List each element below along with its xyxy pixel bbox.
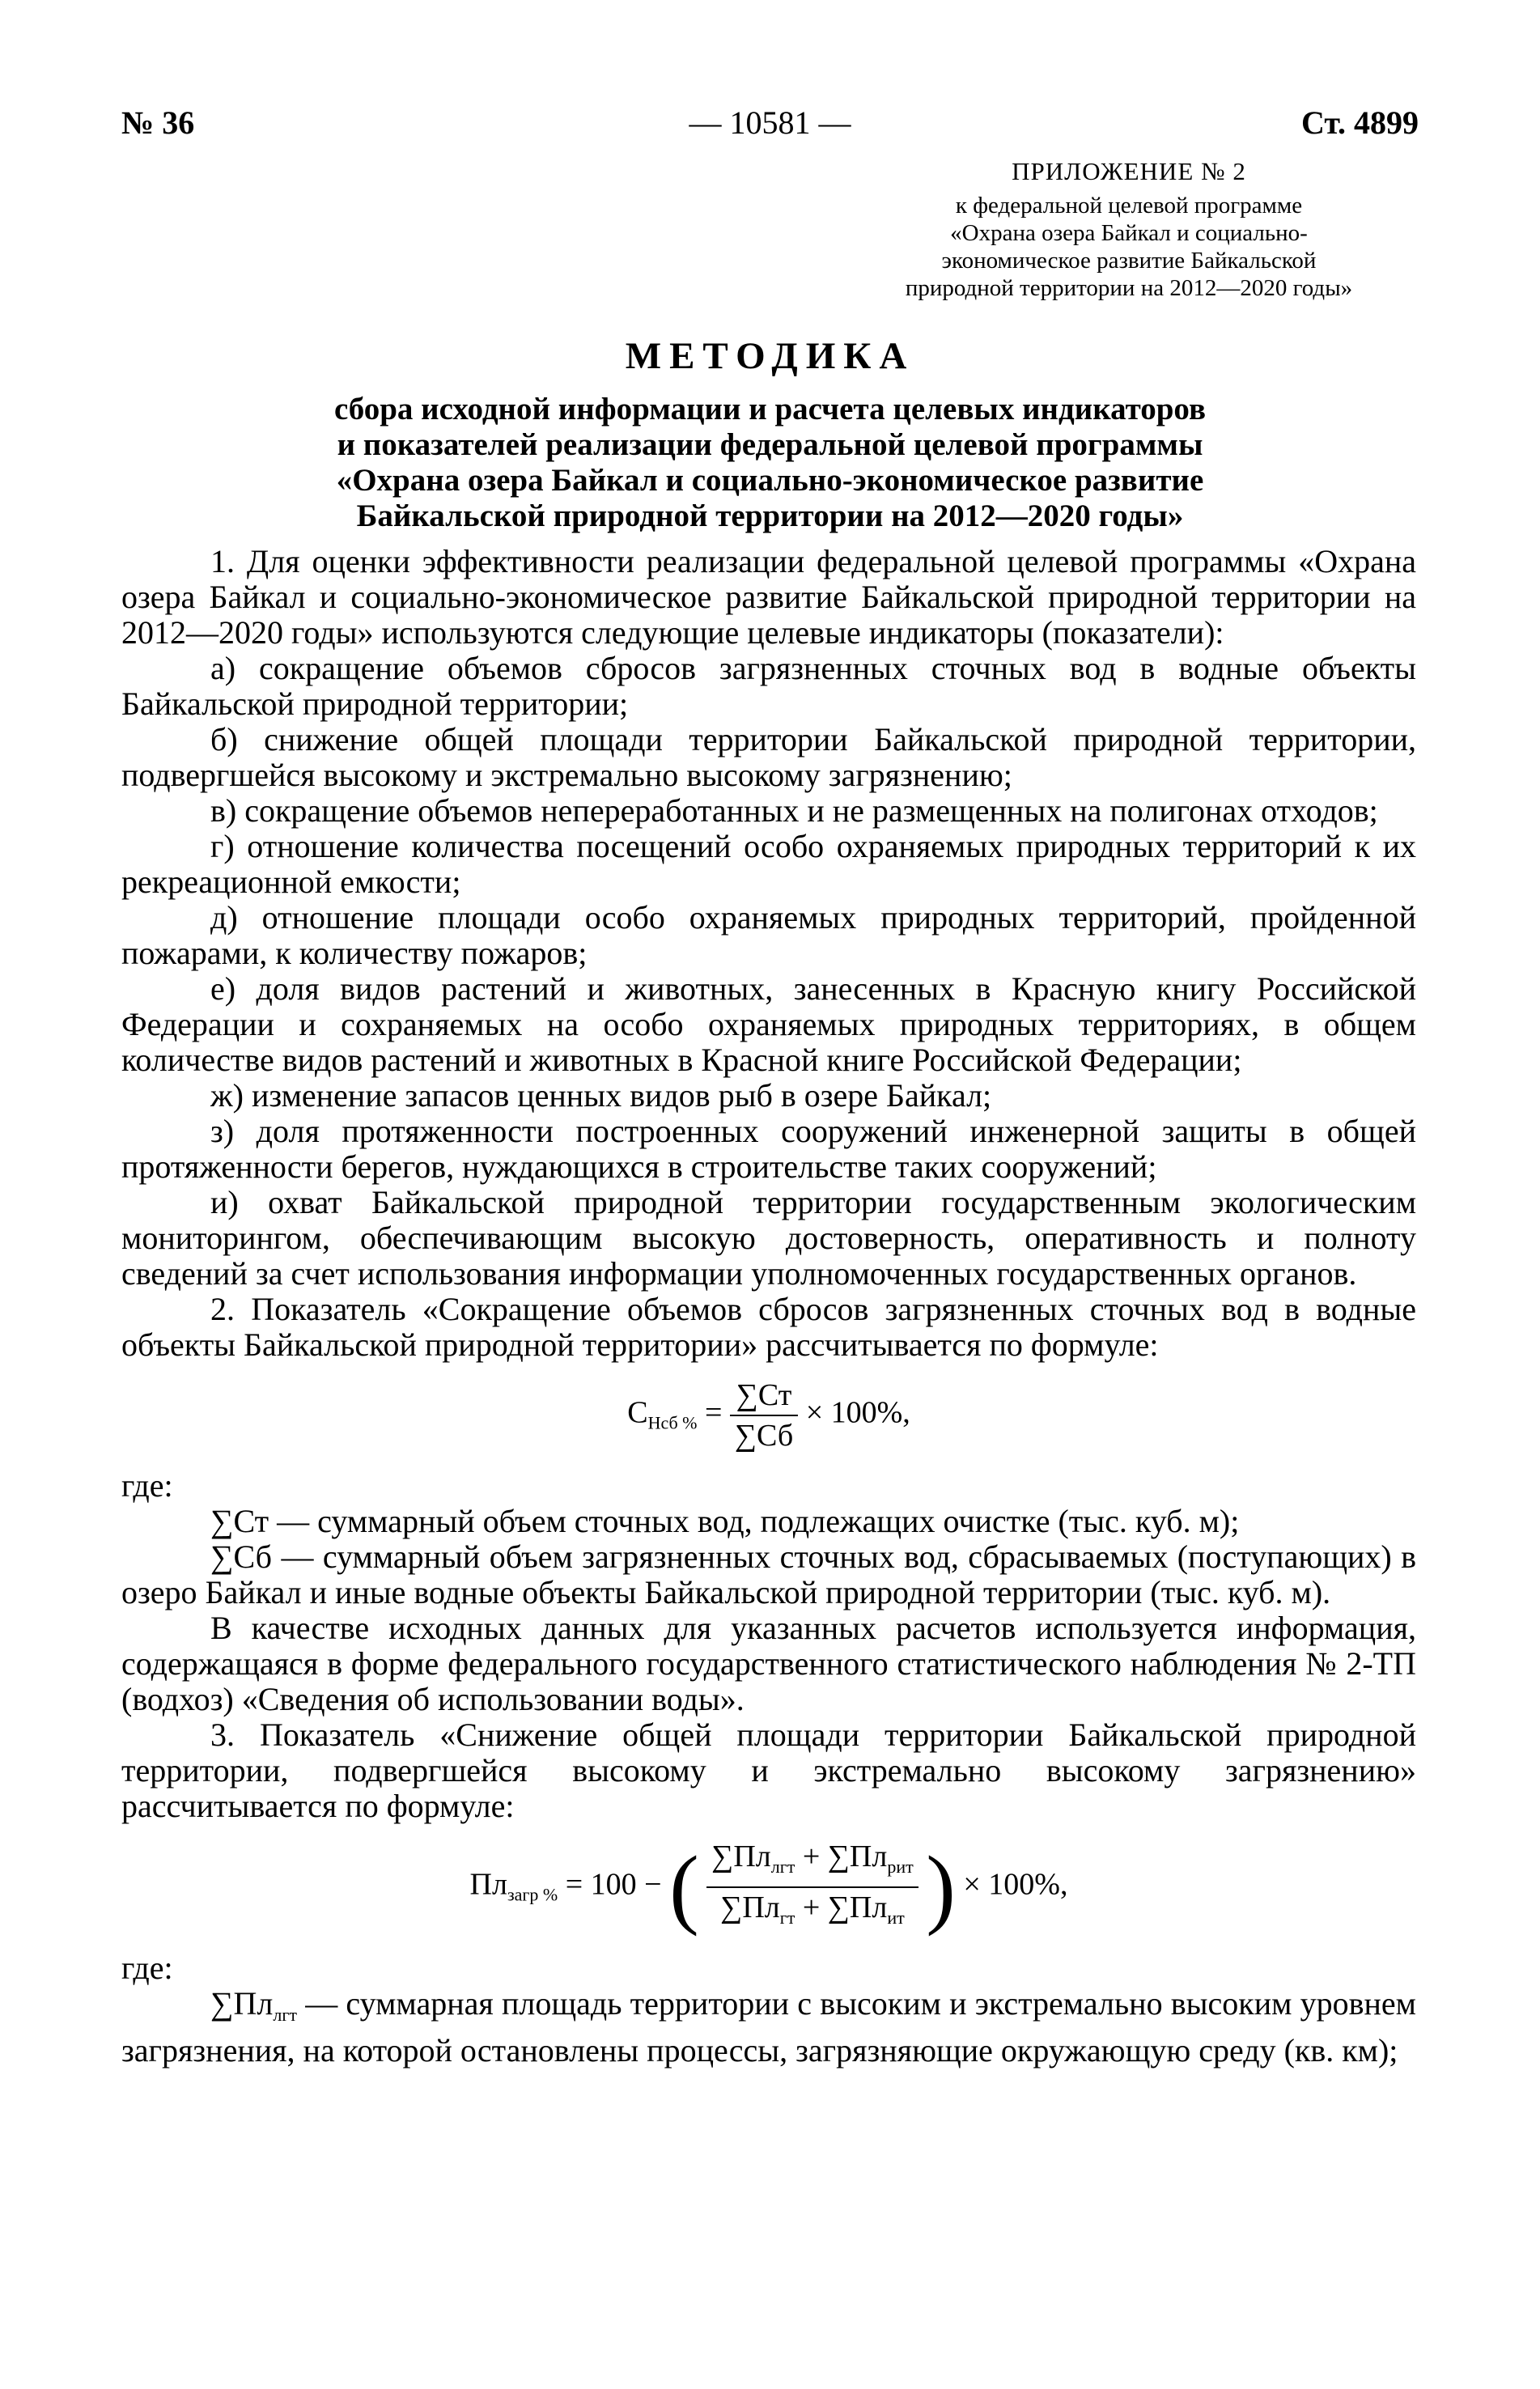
document-title: МЕТОДИКА: [625, 335, 915, 377]
list-item-a: а) сокращение объемов сбросов загрязненных сточных вод в водные объекты Байкальской природной территории;: [121, 650, 1416, 722]
formula-numerator: $\sum Пл_{лгт} + \sum Пл_{рит}$: [706, 1839, 918, 1888]
paragraph-1: 1. Для оценки эффективности реализации федеральной целевой программы «Охрана озера Байкал и социально-экономическое развитие Байкальской природной территории на 2012—2020 годы» используются следующие целевые индикаторы (показатели):: [121, 543, 1416, 651]
left-paren: (: [669, 1838, 699, 1937]
formula-multiplier: × 100%,: [963, 1867, 1068, 1902]
page-number: — 10581 —: [689, 104, 851, 141]
subtitle-line: и показателей реализации федеральной целевой программы: [337, 427, 1203, 462]
symbol-pl: ∑Пл: [210, 1985, 274, 2022]
list-item-g: г) отношение количества посещений особо охраняемых природных территорий к их рекреационной емкости;: [121, 828, 1416, 900]
document-body: [121, 544, 1416, 2069]
page-header: [121, 104, 1419, 152]
article-number: Ст. 4899: [1301, 104, 1419, 141]
formula-denominator: ∑Сб: [734, 1419, 794, 1453]
data-source-paragraph: В качестве исходных данных для указанных расчетов используется информация, содержащаяся в форме федерального государственного статистического наблюдения № 2-ТП (водхоз) «Сведения об использовании воды».: [121, 1610, 1416, 1717]
subtitle-line: Байкальской природной территории на 2012—2020 годы»: [356, 499, 1184, 533]
subtitle-line: сбора исходной информации и расчета целевых индикаторов: [333, 392, 1207, 426]
subtitle-line: «Охрана озера Байкал и социально-экономическое развитие: [336, 463, 1204, 498]
appendix-block: [842, 158, 1416, 302]
issue-number: № 36: [121, 104, 195, 141]
document-title-block: [121, 332, 1419, 534]
formula-pollution-area: [121, 1839, 1416, 1936]
symbol-st: ∑Ст: [210, 1503, 269, 1539]
definition-sb: ∑Сб — суммарный объем загрязненных сточных вод, сбрасываемых (поступающих) в озеро Байкал и иные водные объекты Байкальской природной территории (тыс. куб. м).: [121, 1538, 1417, 1610]
appendix-line: «Охрана озера Байкал и социально-: [950, 220, 1308, 246]
list-item-e: е) доля видов растений и животных, занесенных в Красную книгу Российской Федерации и сохраняемых на особо охраняемых природных территориях, в общем количестве видов растений и животных в Красной книге Российской Федерации;: [121, 970, 1416, 1078]
where-label: где:: [121, 1950, 173, 1986]
appendix-line: к федеральной целевой программе: [955, 193, 1303, 219]
formula-denominator: $\sum Пл_{гт} + \sum Пл_{ит}$: [720, 1890, 905, 1928]
right-paren: ): [926, 1838, 956, 1937]
formula-equals: = 100 −: [565, 1867, 662, 1902]
formula-lhs-subscript: загр %: [507, 1884, 558, 1905]
document-subtitle: [121, 392, 1419, 534]
formula-fraction: [730, 1377, 798, 1453]
formula-lhs: Пл: [469, 1867, 507, 1902]
definition-pl-lgt: $\sum Пл_{лгт}$ — суммарная площадь территории с высоким и экстремально высоким уровнем загрязнения, на которой остановлены процессы, загрязняющие окружающую среду (кв. км);: [121, 1985, 1416, 2069]
formula-wastewater: [121, 1377, 1416, 1453]
appendix-line: экономическое развитие Байкальской: [941, 248, 1317, 274]
list-item-i: и) охват Байкальской природной территории государственным экологическим мониторингом, обеспечивающим высокую достоверность, оперативность и полноту сведений за счет использования информации уполномоченных государственных органов.: [121, 1184, 1416, 1292]
list-item-v: в) сокращение объемов непереработанных и не размещенных на полигонах отходов;: [210, 792, 1378, 829]
formula-fraction: [706, 1839, 918, 1936]
where-label: где:: [121, 1467, 173, 1504]
list-item-z: з) доля протяженности построенных сооружений инженерной защиты в общей протяженности берегов, нуждающихся в строительстве таких сооружений;: [121, 1113, 1416, 1185]
paragraph-2: 2. Показатель «Сокращение объемов сбросов загрязненных сточных вод в водные объекты Байкальской природной территории» рассчитывается по формуле:: [121, 1291, 1416, 1363]
symbol-pl-subscript: лгт: [273, 2005, 297, 2025]
definition-st: ∑Ст — суммарный объем сточных вод, подлежащих очистке (тыс. куб. м);: [210, 1503, 1240, 1539]
formula-numerator: ∑Ст: [730, 1377, 798, 1416]
formula-equals: =: [705, 1395, 723, 1430]
paragraph-3: 3. Показатель «Снижение общей площади территории Байкальской природной территории, подвергшейся высокому и экстремально высокому загрязнению» рассчитывается по формуле:: [121, 1716, 1416, 1824]
list-item-zh: ж) изменение запасов ценных видов рыб в озере Байкал;: [210, 1077, 992, 1114]
formula-multiplier: × 100%,: [805, 1395, 910, 1430]
symbol-sb: ∑Сб: [210, 1538, 273, 1575]
appendix-line: природной территории на 2012—2020 годы»: [905, 275, 1353, 301]
list-item-d: д) отношение площади особо охраняемых природных территорий, пройденной пожарами, к количеству пожаров;: [121, 899, 1416, 971]
formula-lhs: С: [627, 1395, 648, 1430]
formula-lhs-subscript: Нсб %: [647, 1412, 698, 1433]
list-item-b: б) снижение общей площади территории Байкальской природной территории, подвергшейся высокому и экстремально высокому загрязнению;: [121, 721, 1416, 793]
appendix-title: ПРИЛОЖЕНИЕ № 2: [1012, 157, 1246, 185]
